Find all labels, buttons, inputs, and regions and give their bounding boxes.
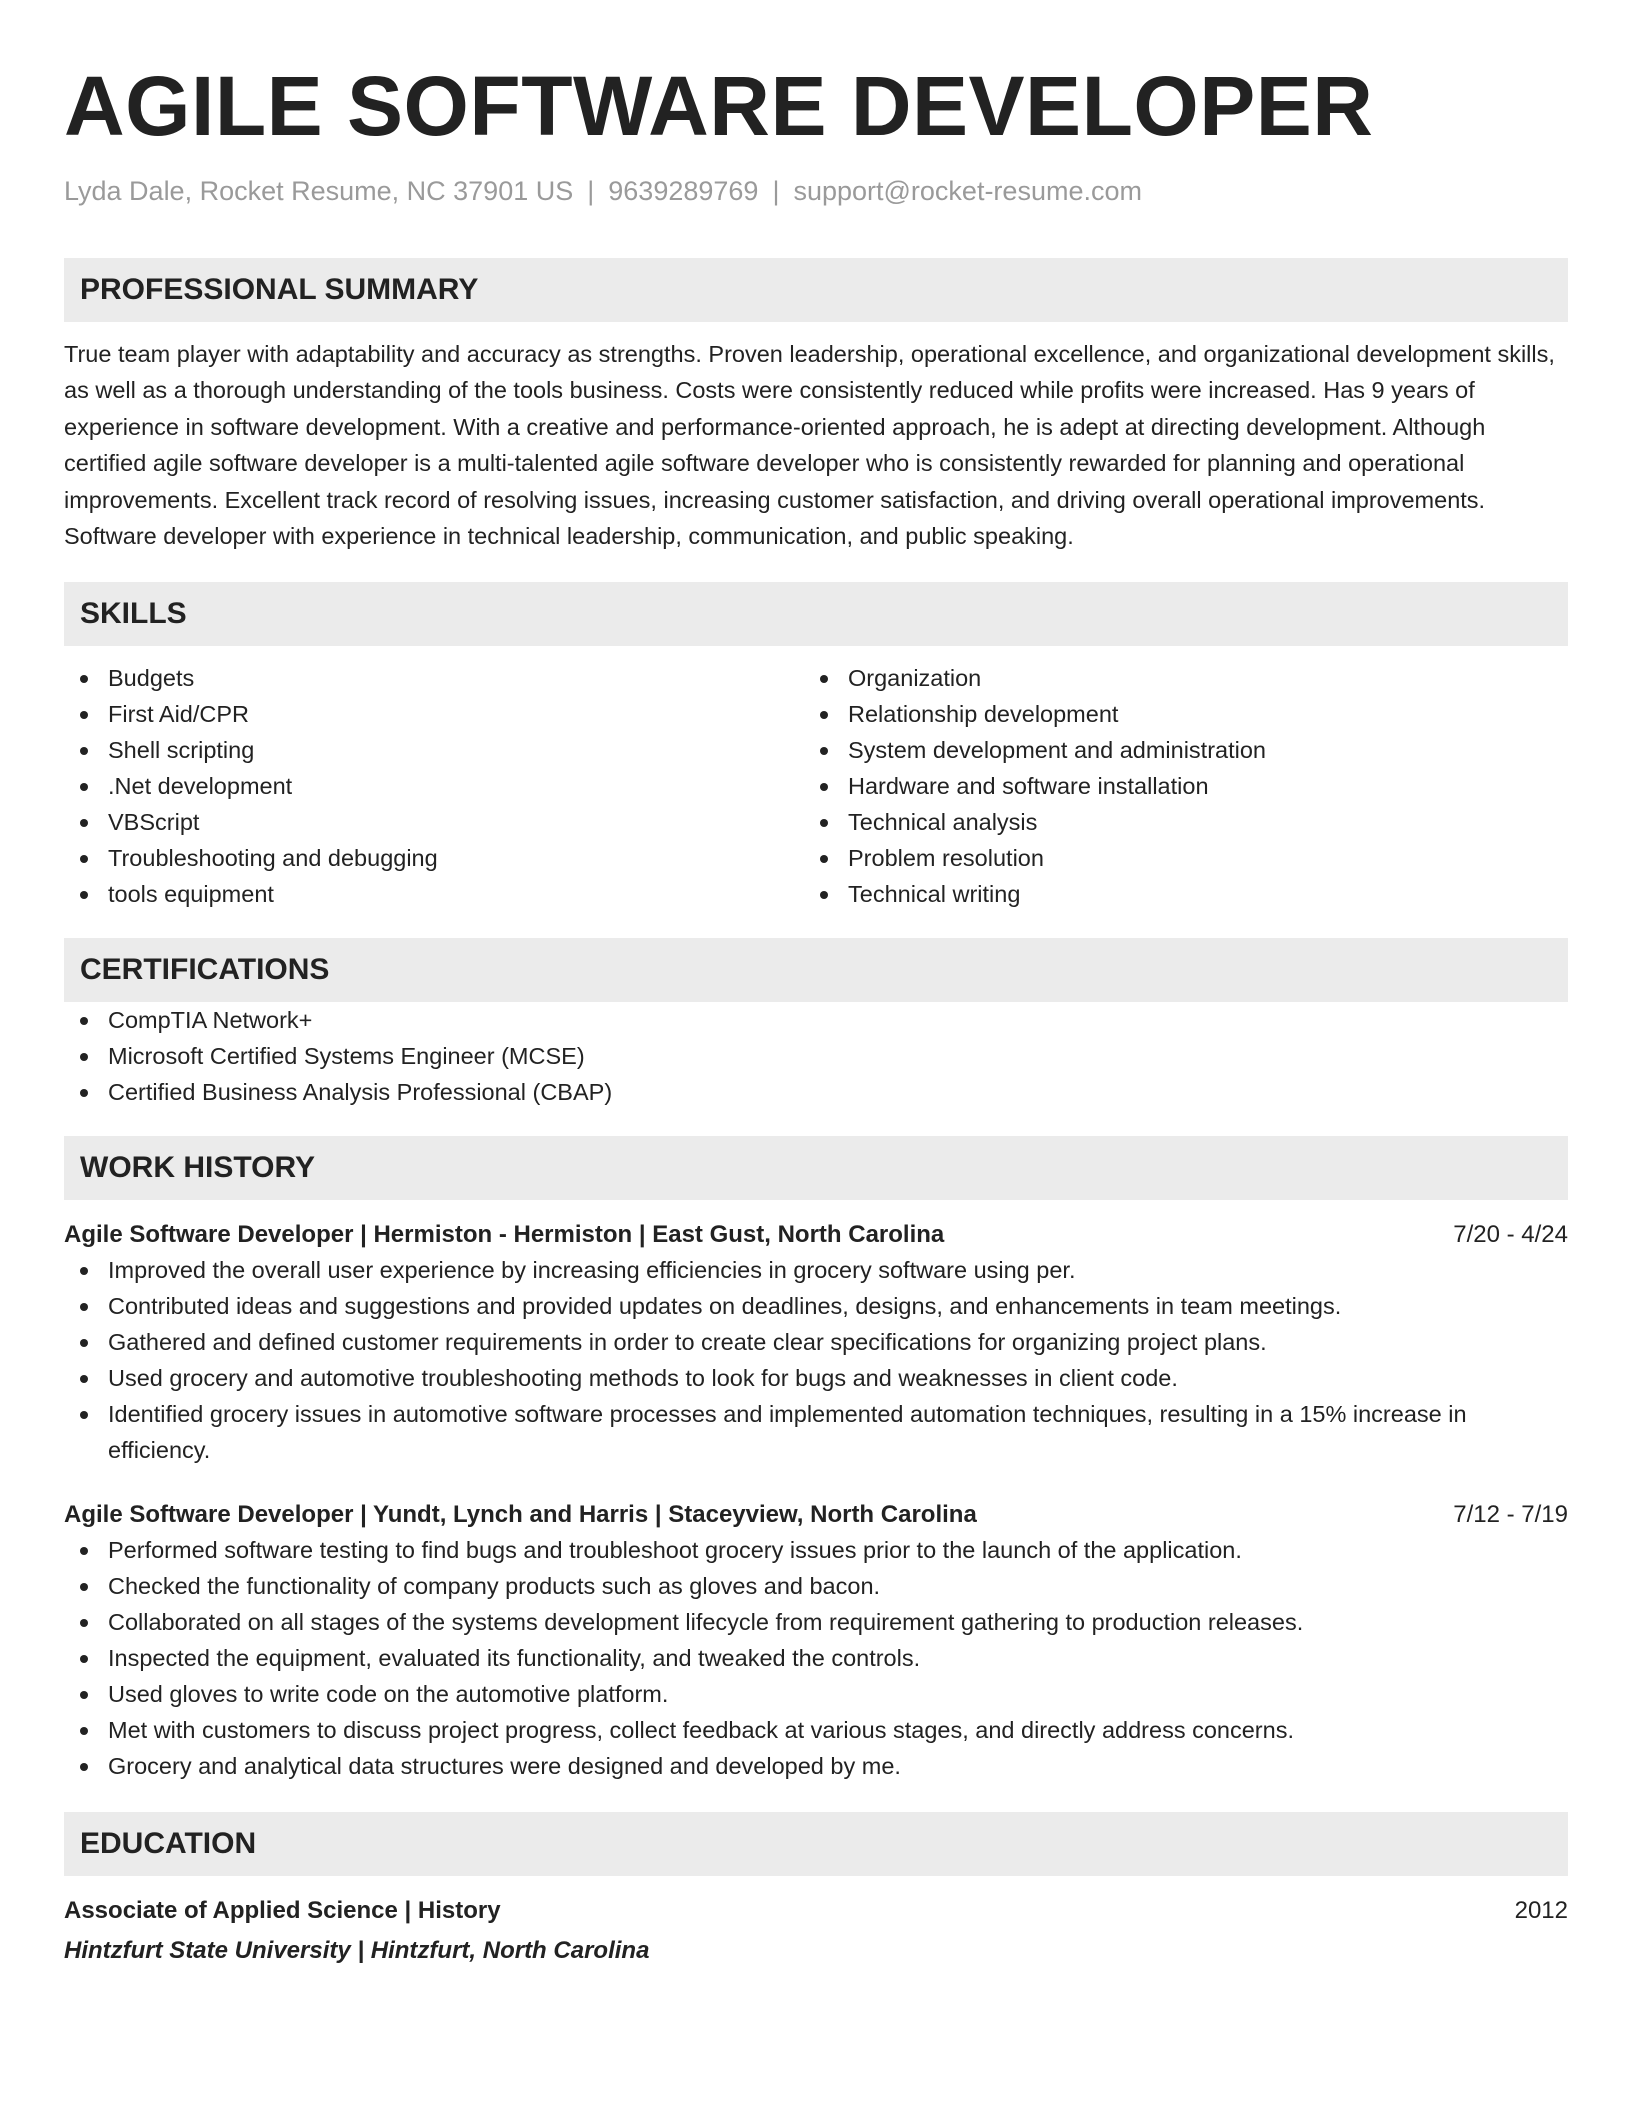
skill-item: Troubleshooting and debugging <box>64 840 804 876</box>
certifications-list <box>64 1002 1568 1110</box>
job-dates: 7/12 - 7/19 <box>1453 1501 1568 1529</box>
job-bullet: Collaborated on all stages of the systems development lifecycle from requirement gathering to production releases. <box>64 1604 1568 1640</box>
job-bullets <box>64 1532 1568 1784</box>
job-bullet: Checked the functionality of company products such as gloves and bacon. <box>64 1568 1568 1604</box>
skills-left-column <box>64 660 804 912</box>
skill-item: Technical analysis <box>804 804 1544 840</box>
job-bullet: Performed software testing to find bugs and troubleshoot grocery issues prior to the launch of the application. <box>64 1532 1568 1568</box>
education-degree: Associate of Applied Science | History <box>64 1897 501 1925</box>
education-header <box>64 1894 1568 1928</box>
skill-item: Organization <box>804 660 1544 696</box>
skills-right-column <box>804 660 1544 912</box>
section-header-certifications: CERTIFICATIONS <box>64 938 1568 1002</box>
job-title: Agile Software Developer | Hermiston - Hermiston | East Gust, North Carolina <box>64 1221 945 1249</box>
job-bullet: Used grocery and automotive troubleshooting methods to look for bugs and weaknesses in client code. <box>64 1360 1568 1396</box>
job-bullets <box>64 1252 1568 1468</box>
job-bullet: Inspected the equipment, evaluated its functionality, and tweaked the controls. <box>64 1640 1568 1676</box>
section-header-summary: PROFESSIONAL SUMMARY <box>64 258 1568 322</box>
contact-address: Lyda Dale, Rocket Resume, NC 37901 US <box>64 176 574 206</box>
certification-item: Certified Business Analysis Professional (CBAP) <box>64 1074 1568 1110</box>
job-dates: 7/20 - 4/24 <box>1453 1221 1568 1249</box>
job-bullet: Improved the overall user experience by increasing efficiencies in grocery software using per. <box>64 1252 1568 1288</box>
skill-item: .Net development <box>64 768 804 804</box>
contact-email: support@rocket-resume.com <box>793 176 1142 206</box>
resume-title: AGILE SOFTWARE DEVELOPER <box>64 59 1374 153</box>
skill-item: Problem resolution <box>804 840 1544 876</box>
job-entry <box>64 1218 1568 1468</box>
job-title: Agile Software Developer | Yundt, Lynch and Harris | Staceyview, North Carolina <box>64 1501 977 1529</box>
contact-line <box>64 174 1568 208</box>
skills-list <box>64 660 1568 912</box>
job-bullet: Identified grocery issues in automotive software processes and implemented automation techniques, resulting in a 15% increase in efficiency. <box>64 1396 1568 1468</box>
skill-item: VBScript <box>64 804 804 840</box>
skill-item: Budgets <box>64 660 804 696</box>
education-school: Hintzfurt State University | Hintzfurt, North Carolina <box>64 1937 650 1965</box>
job-bullet: Met with customers to discuss project progress, collect feedback at various stages, and directly address concerns. <box>64 1712 1568 1748</box>
job-bullet: Gathered and defined customer requirements in order to create clear specifications for organizing project plans. <box>64 1324 1568 1360</box>
certification-item: Microsoft Certified Systems Engineer (MCSE) <box>64 1038 1568 1074</box>
skill-item: First Aid/CPR <box>64 696 804 732</box>
job-bullet: Used gloves to write code on the automotive platform. <box>64 1676 1568 1712</box>
skill-item: Relationship development <box>804 696 1544 732</box>
certification-item: CompTIA Network+ <box>64 1002 1568 1038</box>
contact-phone: 9639289769 <box>608 176 759 206</box>
skill-item: Hardware and software installation <box>804 768 1544 804</box>
job-header <box>64 1498 1568 1532</box>
job-entry <box>64 1498 1568 1784</box>
section-header-education: EDUCATION <box>64 1812 1568 1876</box>
job-header <box>64 1218 1568 1252</box>
skill-item: Technical writing <box>804 876 1544 912</box>
job-bullet: Grocery and analytical data structures were designed and developed by me. <box>64 1748 1568 1784</box>
section-header-skills: SKILLS <box>64 582 1568 646</box>
contact-separator: | <box>587 176 595 206</box>
summary-text: True team player with adaptability and accuracy as strengths. Proven leadership, operational excellence, and organizational development skills, as well as a thorough understanding of the tools business. Costs were consistently reduced while profits were increased. Has 9 years of experience in software development. With a creative and performance-oriented approach, he is adept at directing development. Although certified agile software developer is a multi-talented agile software developer who is consistently rewarded for planning and operational improvements. Excellent track record of resolving issues, increasing customer satisfaction, and driving overall operational improvements. Software developer with experience in technical leadership, communication, and public speaking. <box>64 341 1555 550</box>
job-bullet: Contributed ideas and suggestions and provided updates on deadlines, designs, and enhancements in team meetings. <box>64 1288 1568 1324</box>
contact-separator: | <box>772 176 780 206</box>
skill-item: tools equipment <box>64 876 804 912</box>
section-header-work-history: WORK HISTORY <box>64 1136 1568 1200</box>
skill-item: System development and administration <box>804 732 1544 768</box>
skill-item: Shell scripting <box>64 732 804 768</box>
education-year: 2012 <box>1514 1897 1568 1925</box>
